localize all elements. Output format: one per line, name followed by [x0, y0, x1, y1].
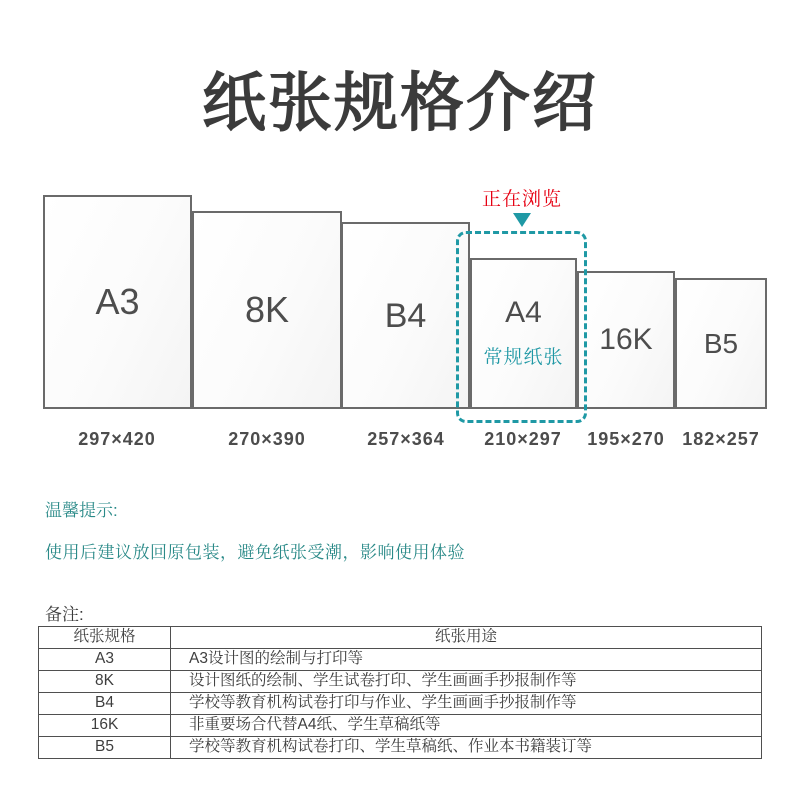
- paper-box-8k: [192, 211, 342, 409]
- paper-subtitle-a4: 常规纸张: [483, 347, 564, 368]
- table-header-spec: 纸张规格: [39, 627, 171, 649]
- table-row: [39, 737, 762, 759]
- tips-heading: 温馨提示:: [45, 501, 118, 520]
- table-row: [39, 649, 762, 671]
- paper-box-b5: [675, 278, 767, 409]
- usage-cell: A3设计图的绘制与打印等: [171, 649, 762, 671]
- table-header-usage: 纸张用途: [171, 627, 762, 649]
- highlight-dashed-frame: [456, 231, 587, 423]
- tips-body: 使用后建议放回原包装，避免纸张受潮，影响使用体验: [45, 543, 465, 562]
- arrow-down-icon: [513, 213, 531, 227]
- spec-cell: A3: [39, 649, 171, 671]
- table-row: [39, 715, 762, 737]
- usage-cell: 设计图纸的绘制、学生试卷打印、学生画画手抄报制作等: [171, 671, 762, 693]
- spec-cell: B5: [39, 737, 171, 759]
- paper-dimension-a3: 297×420: [78, 429, 156, 449]
- paper-box-16k: [577, 271, 675, 409]
- paper-label-b5: B5: [703, 327, 739, 359]
- table-row: [39, 693, 762, 715]
- paper-label-8k: 8K: [244, 289, 290, 330]
- spec-cell: 8K: [39, 671, 171, 693]
- table-header-row: [39, 627, 762, 649]
- page-title: 纸张规格介绍: [202, 67, 598, 139]
- paper-box-a3: [43, 195, 192, 409]
- spec-table: [38, 626, 762, 759]
- paper-label-b4: B4: [384, 296, 427, 335]
- table-row: [39, 671, 762, 693]
- paper-box-b4: [341, 222, 470, 409]
- spec-cell: 16K: [39, 715, 171, 737]
- paper-dimension-b4: 257×364: [367, 429, 445, 449]
- notes-label: 备注:: [45, 605, 84, 624]
- browsing-label: 正在浏览: [481, 189, 562, 210]
- paper-dimension-a4: 210×297: [484, 429, 562, 449]
- paper-dimension-b5: 182×257: [682, 429, 760, 449]
- usage-cell: 非重要场合代替A4纸、学生草稿纸等: [171, 715, 762, 737]
- paper-dimension-8k: 270×390: [228, 429, 306, 449]
- usage-cell: 学校等教育机构试卷打印与作业、学生画画手抄报制作等: [171, 693, 762, 715]
- paper-label-16k: 16K: [599, 323, 653, 356]
- paper-dimension-16k: 195×270: [587, 429, 665, 449]
- spec-cell: B4: [39, 693, 171, 715]
- usage-cell: 学校等教育机构试卷打印、学生草稿纸、作业本书籍装订等: [171, 737, 762, 759]
- paper-label-a3: A3: [95, 281, 140, 322]
- paper-label-a4: A4: [505, 296, 542, 329]
